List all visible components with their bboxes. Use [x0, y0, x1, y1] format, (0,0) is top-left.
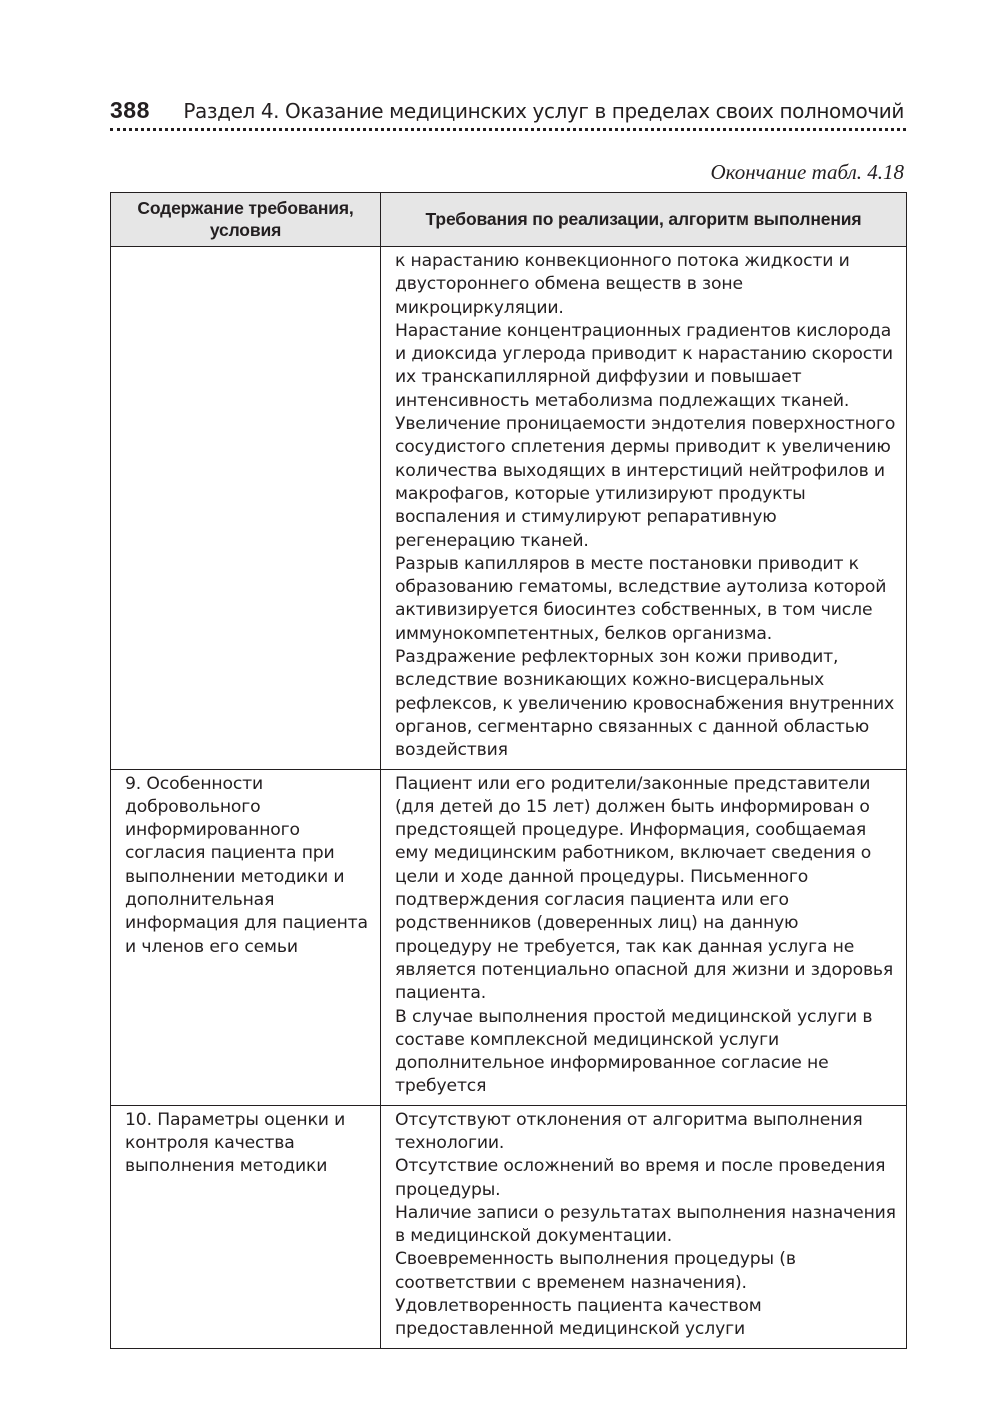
algorithm-paragraph: Раздражение рефлекторных зон кожи приводит, вследствие возникающих кожно-висцеральных рефлексов, к увеличению кровоснабжения внутренних органов, сегментарно связанных с данной областью воздействия	[395, 647, 895, 761]
algorithm-cell	[381, 1105, 907, 1348]
algorithm-paragraph: Увеличение проницаемости эндотелия поверхностного сосудистого сплетения дермы приводит к увеличению количества выходящих в интерстиций нейтрофилов и макрофагов, которые утилизируют продукты воспаления и стимулируют репаративную регенерацию тканей.	[395, 414, 896, 551]
table-row	[111, 1105, 907, 1348]
algorithm-paragraph: В случае выполнения простой медицинской услуги в составе комплексной медицинской услуги дополнительное информированное согласие не требуется	[395, 1006, 873, 1097]
algorithm-paragraph: Своевременность выполнения процедуры (в соответствии с временем назначения).	[395, 1249, 796, 1293]
requirements-table	[110, 192, 907, 1349]
algorithm-paragraph: Удовлетворенность пациента качеством предоставленной медицинской услуги	[395, 1296, 762, 1340]
running-head: Раздел 4. Оказание медицинских услуг в пределах своих полномочий	[183, 99, 904, 123]
algorithm-paragraph: Пациент или его родители/законные представители (для детей до 15 лет) должен быть информирован о предстоящей процедуре. Информация, сообщаемая ему медицинским работником, включает сведения о цели и ходе данной процедуры. Письменного подтверждения согласия пациента или его родственников (доверенных лиц) на данную процедуру не требуется, так как данная услуга не является потенциально опасной для жизни и здоровья пациента.	[395, 773, 894, 1004]
algorithm-paragraph: к нарастанию конвекционного потока жидкости и двустороннего обмена веществ в зоне микроциркуляции.	[395, 251, 850, 318]
requirement-cell: 10. Параметры оценки и контроля качества выполнения методики	[111, 1105, 381, 1348]
algorithm-paragraph: Наличие записи о результатах выполнения назначения в медицинской документации.	[395, 1202, 896, 1247]
requirement-cell: 9. Особенности добровольного информированного согласия пациента при выполнении методики и дополнительная информация для пациента и членов его семьи	[111, 769, 381, 1105]
algorithm-paragraph: Нарастание концентрационных градиентов кислорода и диоксида углерода приводит к нарастанию скорости их транскапиллярной диффузии и повышает интенсивность метаболизма подлежащих тканей.	[395, 320, 893, 411]
page-number: 388	[110, 97, 150, 123]
column-header-requirement: Содержание требования, условия	[111, 193, 381, 247]
table-caption: Окончание табл. 4.18	[710, 160, 904, 184]
requirement-cell	[111, 247, 381, 770]
table-header-row	[111, 193, 907, 247]
algorithm-cell	[381, 247, 907, 770]
algorithm-paragraph: Отсутствуют отклонения от алгоритма выполнения технологии.	[395, 1109, 863, 1153]
column-header-algorithm: Требования по реализации, алгоритм выполнения	[381, 193, 907, 247]
algorithm-cell	[381, 769, 907, 1105]
table-row	[111, 769, 907, 1105]
algorithm-paragraph: Отсутствие осложнений во время и после проведения процедуры.	[395, 1156, 886, 1200]
header-dotted-rule	[110, 128, 906, 131]
table-row	[111, 247, 907, 770]
algorithm-paragraph: Разрыв капилляров в месте постановки приводит к образованию гематомы, вследствие аутолиза которой активизируется биосинтез собственных, в том числе иммунокомпетентных, белков организма.	[395, 553, 887, 644]
